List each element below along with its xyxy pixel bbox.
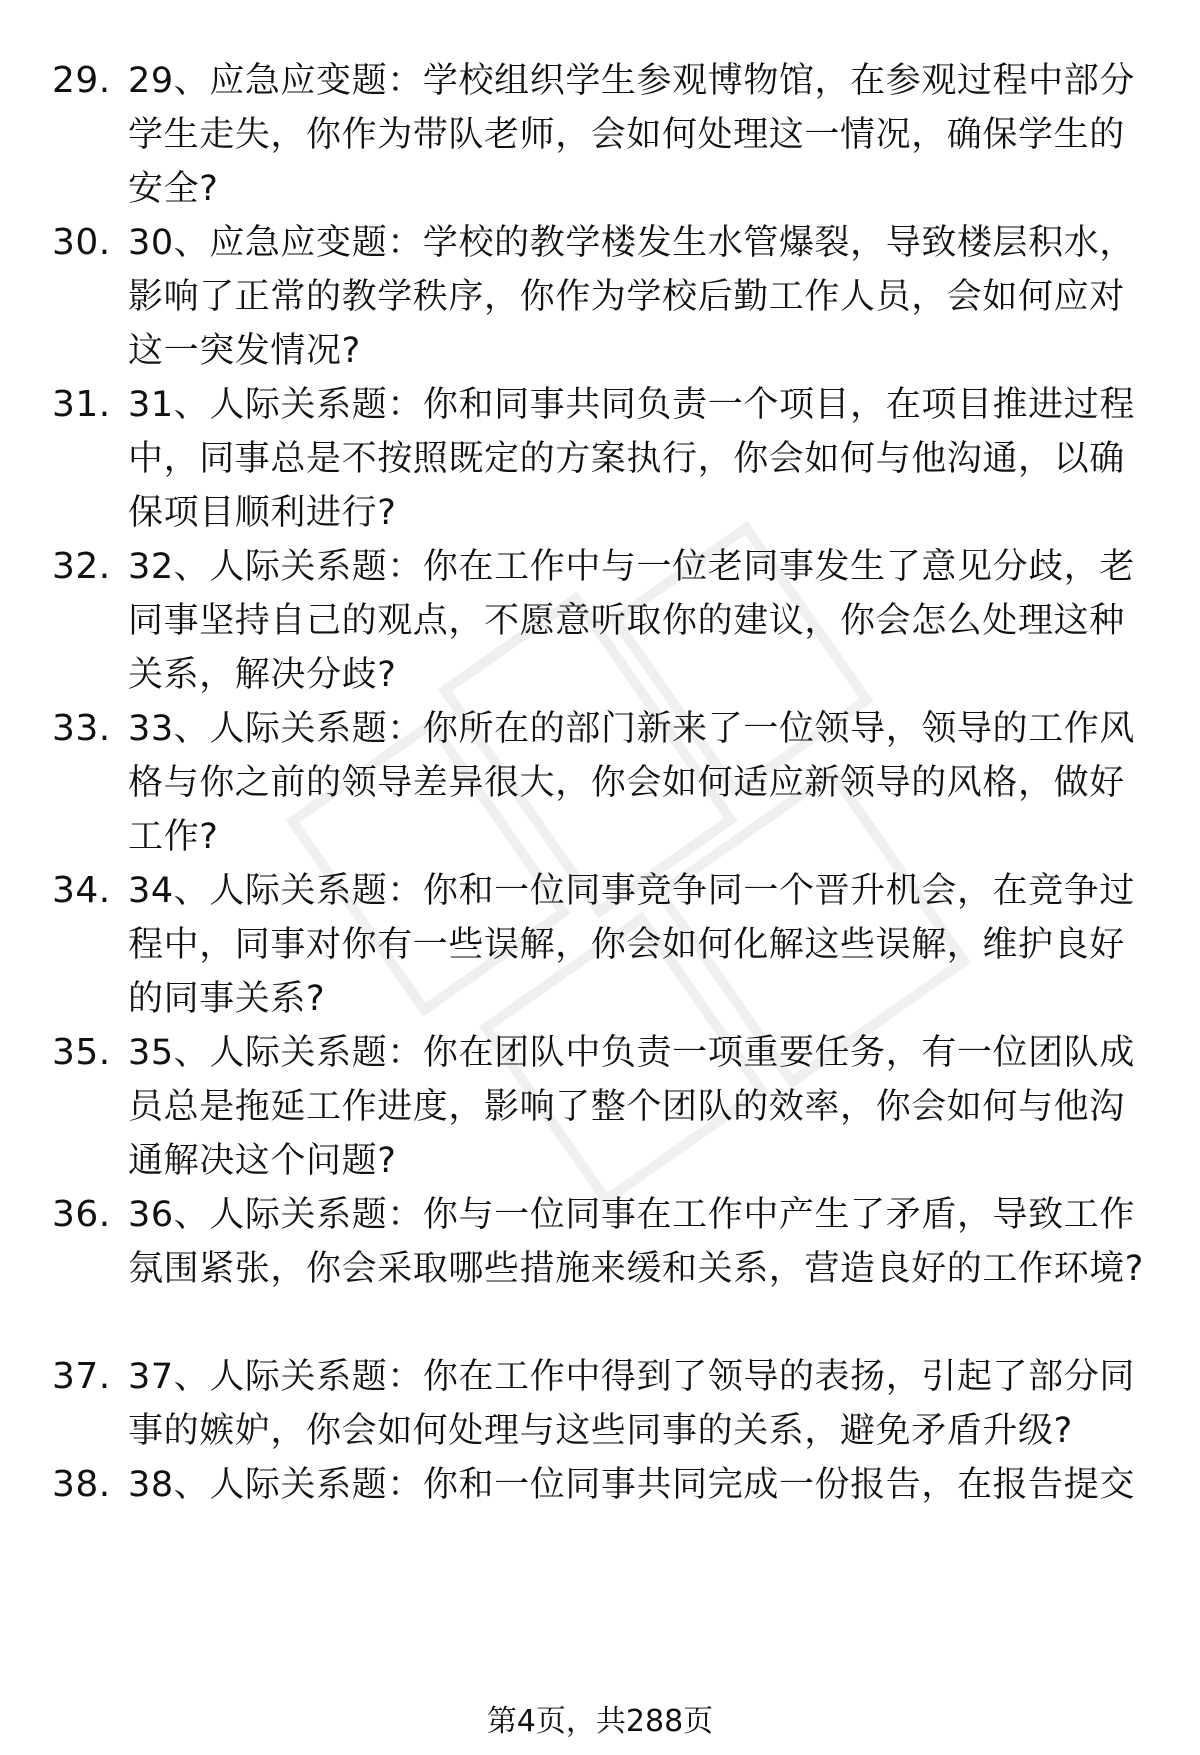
item-number: 32. bbox=[52, 546, 111, 587]
item-text: 29、应急应变题：学校组织学生参观博物馆，在参观过程中部分学生走失，你作为带队老师，会如何处理这一情况，确保学生的安全? bbox=[128, 61, 1135, 209]
item-text: 30、应急应变题：学校的教学楼发生水管爆裂，导致楼层积水，影响了正常的教学秩序，你作为学校后勤工作人员，会如何应对这一突发情况? bbox=[128, 223, 1135, 371]
item-number: 35. bbox=[52, 1032, 111, 1073]
item-text: 37、人际关系题：你在工作中得到了领导的表扬，引起了部分同事的嫉妒，你会如何处理与这些同事的关系，避免矛盾升级? bbox=[128, 1357, 1135, 1451]
page-footer: 第4页，共288页 bbox=[486, 1704, 714, 1739]
item-text: 32、人际关系题：你在工作中与一位老同事发生了意见分歧，老同事坚持自己的观点，不愿意听取你的建议，你会怎么处理这种关系，解决分歧? bbox=[128, 547, 1135, 695]
item-number: 34. bbox=[52, 870, 111, 911]
item-text: 31、人际关系题：你和同事共同负责一个项目，在项目推进过程中，同事总是不按照既定的方案执行，你会如何与他沟通，以确保项目顺利进行? bbox=[128, 385, 1135, 533]
item-number: 31. bbox=[52, 384, 111, 425]
item-text: 36、人际关系题：你与一位同事在工作中产生了矛盾，导致工作氛围紧张，你会采取哪些措施来缓和关系，营造良好的工作环境? bbox=[128, 1195, 1144, 1289]
item-text: 35、人际关系题：你在团队中负责一项重要任务，有一位团队成员总是拖延工作进度，影响了整个团队的效率，你会如何与他沟通解决这个问题? bbox=[128, 1033, 1135, 1181]
item-number: 30. bbox=[52, 222, 111, 263]
item-text: 33、人际关系题：你所在的部门新来了一位领导，领导的工作风格与你之前的领导差异很大，你会如何适应新领导的风格，做好工作? bbox=[128, 709, 1135, 857]
item-number: 33. bbox=[52, 708, 111, 749]
item-number: 36. bbox=[52, 1194, 111, 1235]
item-number: 29. bbox=[52, 60, 111, 101]
item-number: 37. bbox=[52, 1356, 111, 1397]
item-text: 38、人际关系题：你和一位同事共同完成一份报告，在报告提交 bbox=[128, 1465, 1135, 1505]
item-number: 38. bbox=[52, 1464, 111, 1505]
item-text: 34、人际关系题：你和一位同事竞争同一个晋升机会，在竞争过程中，同事对你有一些误解，你会如何化解这些误解，维护良好的同事关系? bbox=[128, 871, 1135, 1019]
